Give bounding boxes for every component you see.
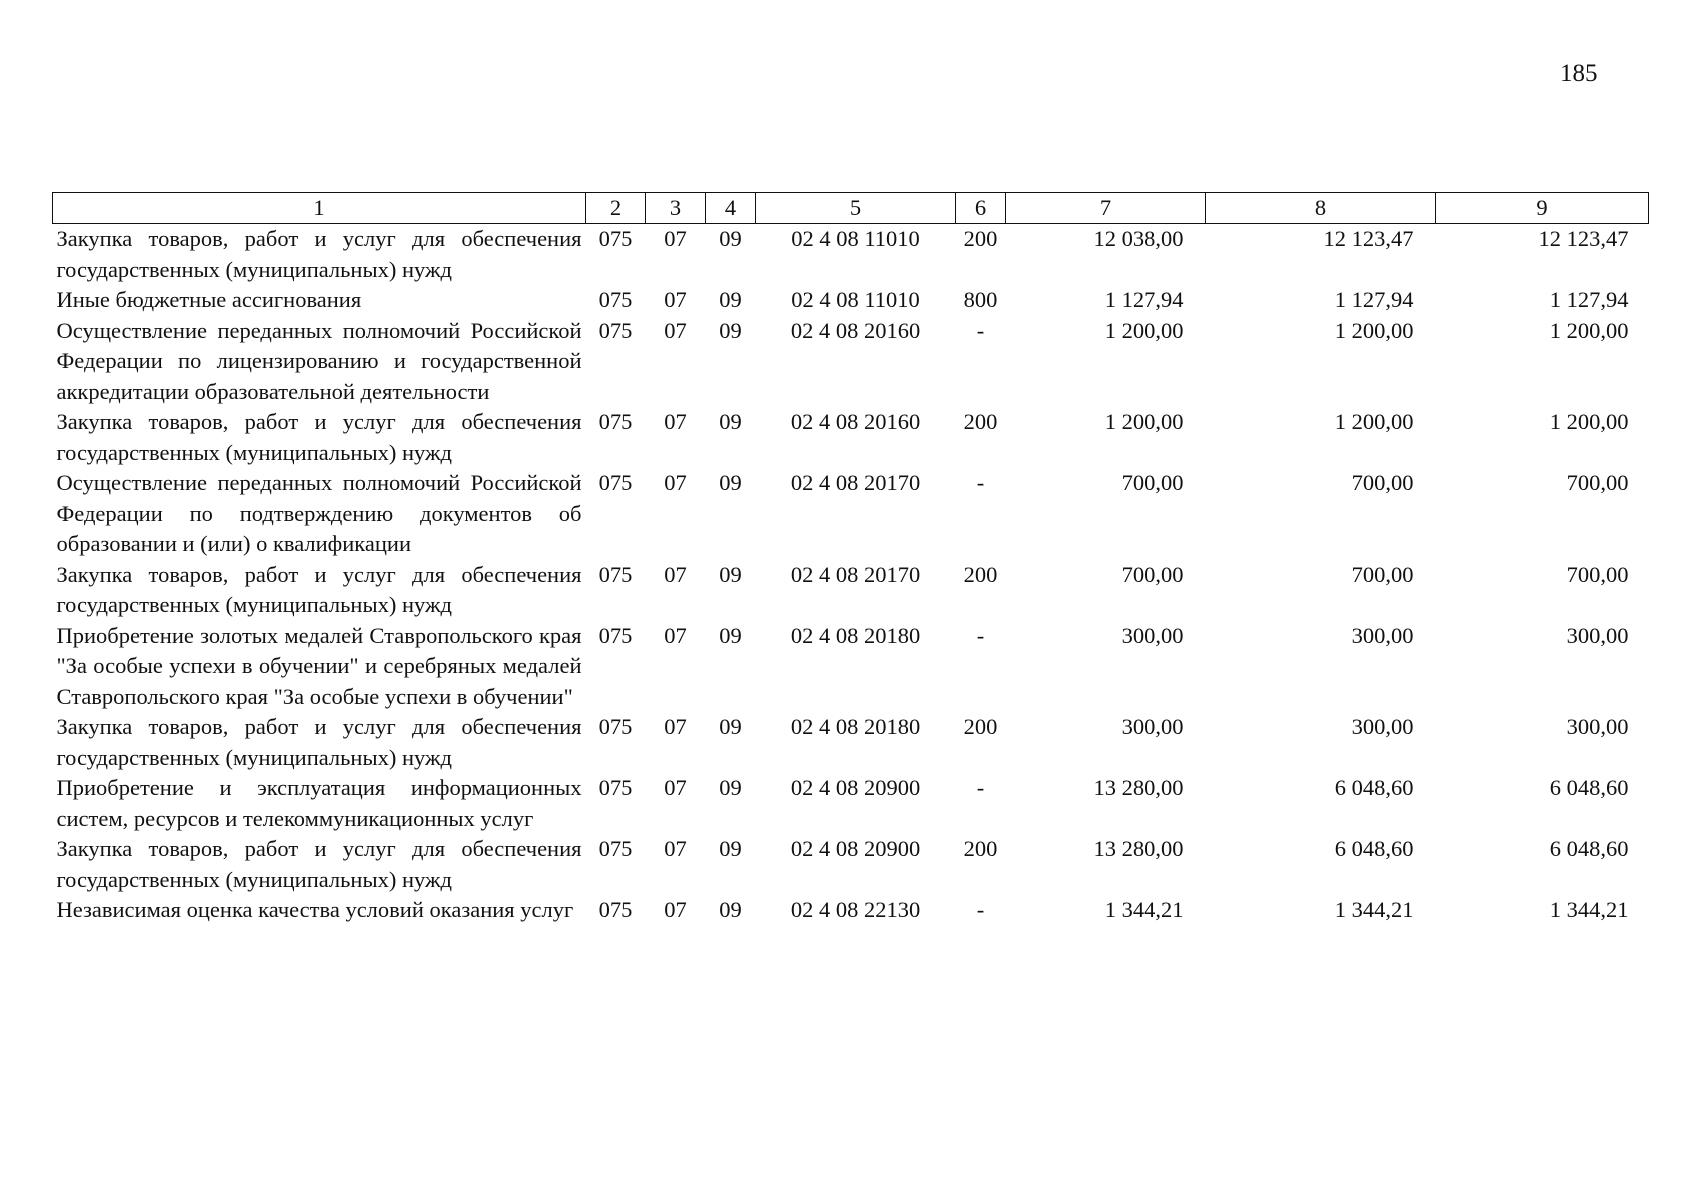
column-header-7: 7 [1006,193,1206,224]
row-description: Закупка товаров, работ и услуг для обеспечения государственных (муниципальных) нужд [56,714,582,770]
cell-col-2: 075 [598,714,633,739]
cell-col-9: 12 123,47 [1538,226,1629,251]
row-description: Приобретение золотых медалей Ставропольского края "За особые успехи в обучении" и серебряных медалей Ставропольского края "За особые успехи в обучении" [56,622,582,709]
page-number: 185 [1560,60,1598,87]
cell-col-5: 02 4 08 20180 [790,714,921,739]
cell-col-5: 02 4 08 20170 [790,561,921,587]
cell-col-2: 075 [598,561,633,587]
cell-col-5: 02 4 08 20170 [790,470,921,495]
table-row [53,895,1649,926]
cell-col-2: 075 [598,622,633,648]
cell-col-2: 075 [598,836,633,861]
cell-col-2: 075 [598,409,633,434]
cell-col-9: 300,00 [1566,714,1629,739]
cell-col-3: 07 [664,470,687,495]
cell-col-4: 09 [719,897,742,922]
cell-col-6: - [976,317,985,343]
column-header-6: 6 [956,193,1006,224]
table-row [53,712,1649,773]
table-row [53,773,1649,834]
table-row [53,560,1649,621]
row-description: Закупка товаров, работ и услуг для обеспечения государственных (муниципальных) нужд [56,409,582,465]
cell-col-9: 700,00 [1566,470,1629,495]
cell-col-5: 02 4 08 20160 [790,409,921,434]
row-description: Осуществление переданных полномочий Российской Федерации по подтверждению документов об образовании и (или) о квалификации [56,470,582,556]
cell-col-9: 1 200,00 [1549,409,1629,434]
cell-col-4: 09 [719,775,742,800]
table-row [53,285,1649,316]
cell-col-4: 09 [719,622,742,648]
table-header-row [53,193,1649,224]
cell-col-6: 200 [963,409,998,434]
column-header-1: 1 [53,193,586,224]
row-description: Закупка товаров, работ и услуг для обеспечения государственных (муниципальных) нужд [56,561,582,617]
cell-col-9: 1 200,00 [1549,317,1629,343]
cell-col-4: 09 [719,226,742,251]
cell-col-4: 09 [719,287,742,312]
budget-table [52,192,1649,926]
cell-col-3: 07 [664,561,687,587]
column-header-5: 5 [756,193,956,224]
cell-col-5: 02 4 08 22130 [790,897,921,922]
cell-col-7: 1 200,00 [1104,409,1184,434]
cell-col-6: 200 [963,836,998,861]
cell-col-8: 700,00 [1351,470,1414,495]
cell-col-4: 09 [719,409,742,434]
table-row [53,407,1649,468]
cell-col-7: 12 038,00 [1093,226,1184,251]
cell-col-3: 07 [664,714,687,739]
table-row [53,621,1649,713]
cell-col-8: 300,00 [1351,714,1414,739]
cell-col-5: 02 4 08 20180 [790,622,921,648]
cell-col-9: 1 127,94 [1549,287,1629,312]
cell-col-9: 700,00 [1566,561,1629,587]
row-description: Осуществление переданных полномочий Российской Федерации по лицензированию и государственной аккредитации образовательной деятельности [56,317,582,404]
column-header-3: 3 [646,193,706,224]
cell-col-5: 02 4 08 20160 [790,317,921,343]
cell-col-4: 09 [719,836,742,861]
cell-col-4: 09 [719,317,742,343]
cell-col-8: 1 344,21 [1334,897,1414,922]
table-row [53,316,1649,408]
cell-col-4: 09 [719,714,742,739]
cell-col-7: 300,00 [1121,622,1184,648]
cell-col-5: 02 4 08 20900 [790,836,921,861]
cell-col-6: - [976,775,985,800]
cell-col-8: 6 048,60 [1334,775,1414,800]
cell-col-2: 075 [598,897,633,922]
cell-col-5: 02 4 08 11010 [791,287,920,312]
cell-col-7: 1 344,21 [1104,897,1184,922]
column-header-4: 4 [706,193,756,224]
cell-col-2: 075 [598,470,633,495]
cell-col-7: 13 280,00 [1093,775,1184,800]
table-row [53,834,1649,895]
row-description: Иные бюджетные ассигнования [56,287,362,312]
cell-col-5: 02 4 08 11010 [791,226,920,251]
table-row [53,224,1649,286]
column-header-2: 2 [586,193,646,224]
row-description: Закупка товаров, работ и услуг для обеспечения государственных (муниципальных) нужд [56,836,582,892]
cell-col-9: 300,00 [1566,622,1629,648]
cell-col-3: 07 [664,317,687,343]
cell-col-8: 1 200,00 [1334,409,1414,434]
cell-col-2: 075 [598,317,633,343]
cell-col-6: 200 [963,561,998,587]
cell-col-7: 1 200,00 [1104,317,1184,343]
cell-col-6: - [976,470,985,495]
cell-col-9: 6 048,60 [1549,775,1629,800]
cell-col-2: 075 [598,287,633,312]
row-description: Приобретение и эксплуатация информационных систем, ресурсов и телекоммуникационных услуг [56,775,582,831]
cell-col-8: 6 048,60 [1334,836,1414,861]
column-header-9: 9 [1436,193,1649,224]
cell-col-6: 800 [963,287,998,312]
cell-col-3: 07 [664,226,687,251]
cell-col-8: 1 200,00 [1334,317,1414,343]
cell-col-3: 07 [664,836,687,861]
cell-col-3: 07 [664,775,687,800]
row-description: Закупка товаров, работ и услуг для обеспечения государственных (муниципальных) нужд [56,226,582,282]
cell-col-2: 075 [598,775,633,800]
cell-col-9: 6 048,60 [1549,836,1629,861]
cell-col-8: 300,00 [1351,622,1414,648]
column-header-8: 8 [1206,193,1436,224]
cell-col-4: 09 [719,470,742,495]
cell-col-8: 700,00 [1351,561,1414,587]
cell-col-7: 1 127,94 [1104,287,1184,312]
cell-col-6: 200 [963,714,998,739]
cell-col-3: 07 [664,897,687,922]
cell-col-2: 075 [598,226,633,251]
cell-col-3: 07 [664,622,687,648]
row-description: Независимая оценка качества условий оказания услуг [56,897,574,922]
cell-col-6: 200 [963,226,998,251]
cell-col-7: 13 280,00 [1093,836,1184,861]
cell-col-8: 1 127,94 [1334,287,1414,312]
cell-col-7: 700,00 [1121,470,1184,495]
cell-col-6: - [976,622,985,648]
cell-col-4: 09 [719,561,742,587]
cell-col-7: 700,00 [1121,561,1184,587]
cell-col-9: 1 344,21 [1549,897,1629,922]
table-row [53,468,1649,560]
cell-col-6: - [976,897,985,922]
cell-col-8: 12 123,47 [1323,226,1414,251]
cell-col-3: 07 [664,409,687,434]
cell-col-7: 300,00 [1121,714,1184,739]
table-body [53,224,1649,926]
cell-col-3: 07 [664,287,687,312]
cell-col-5: 02 4 08 20900 [790,775,921,800]
